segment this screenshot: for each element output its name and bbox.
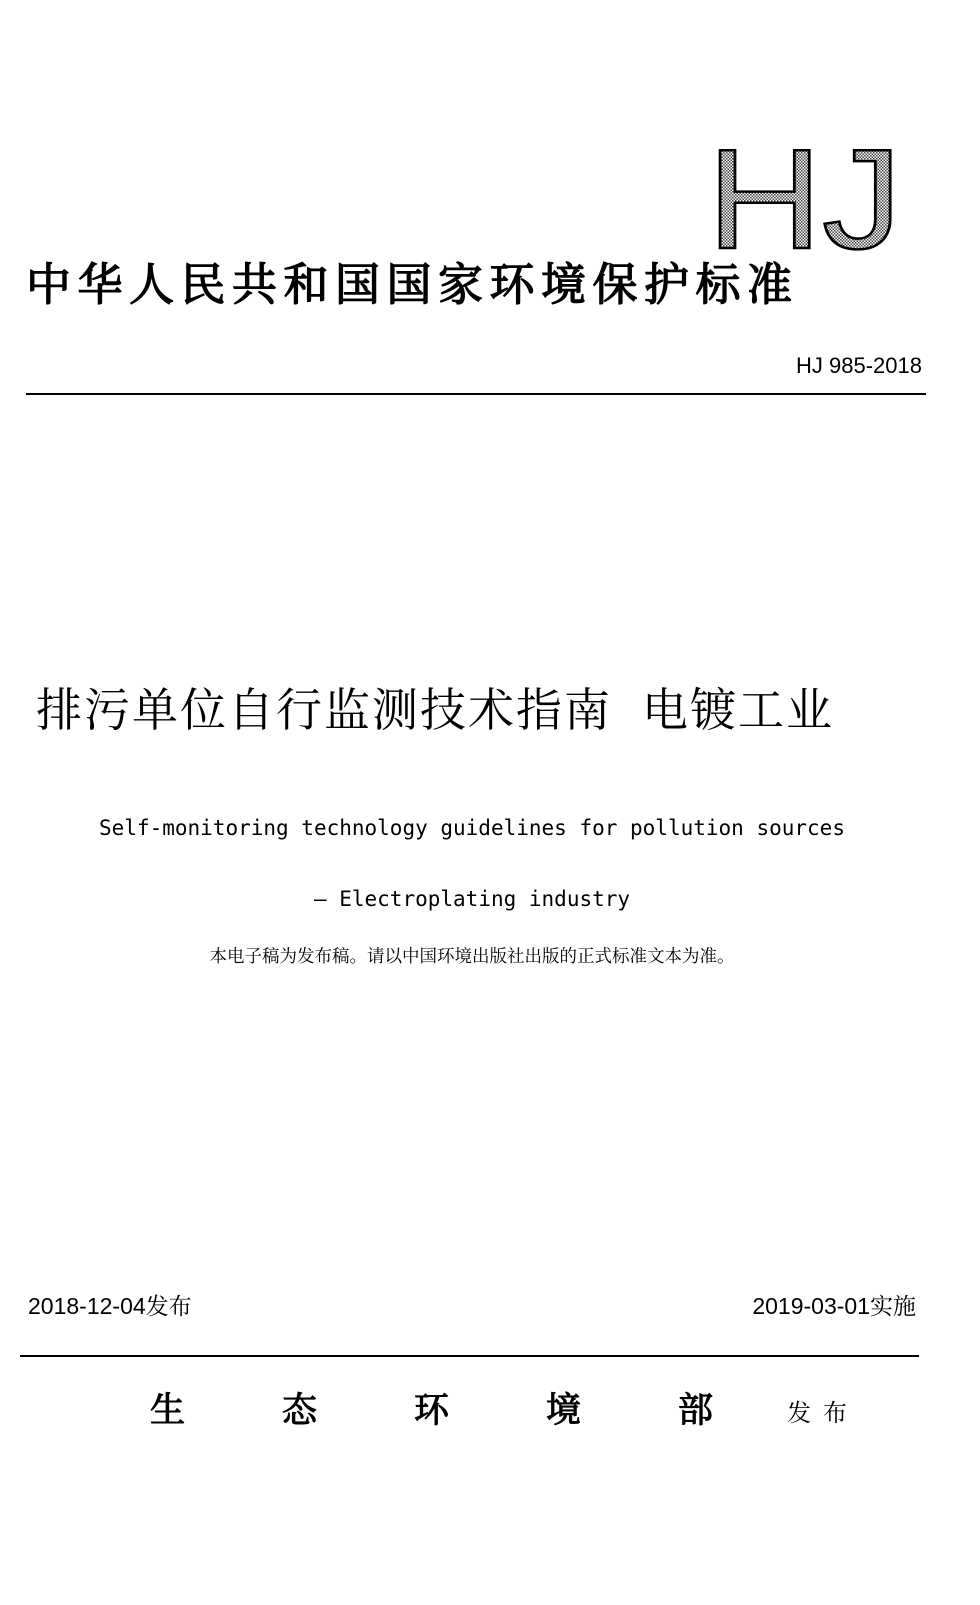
publisher-char: 境 — [546, 1390, 582, 1431]
standard-number: HJ 985-2018 — [796, 353, 922, 378]
english-title-line-1: Self-monitoring technology guidelines for pollution sources — [99, 816, 845, 840]
hj-logo — [705, 140, 905, 260]
publisher-char: 生 — [150, 1390, 186, 1431]
document-title-industry: 电镀工业 — [642, 683, 834, 737]
english-title-line-2: — Electroplating industry — [313, 887, 631, 911]
publish-label: 发布 — [787, 1399, 859, 1427]
header-divider — [26, 393, 926, 395]
publisher-char: 环 — [414, 1390, 450, 1431]
publisher-char: 部 — [678, 1390, 714, 1431]
footer-divider — [20, 1355, 919, 1357]
document-title — [36, 680, 834, 740]
draft-notice: 本电子稿为发布稿。请以中国环境出版社出版的正式标准文本为准。 — [209, 947, 735, 967]
implementation-date: 2019-03-01实施 — [752, 1293, 916, 1319]
publisher-char: 态 — [282, 1390, 318, 1431]
issue-date: 2018-12-04发布 — [28, 1293, 192, 1319]
document-title-main: 排污单位自行监测技术指南 — [36, 683, 612, 737]
issuing-authority-title: 中华人民共和国国家环境保护标准 — [26, 258, 799, 311]
hj-logo-text: HJ — [707, 140, 902, 260]
